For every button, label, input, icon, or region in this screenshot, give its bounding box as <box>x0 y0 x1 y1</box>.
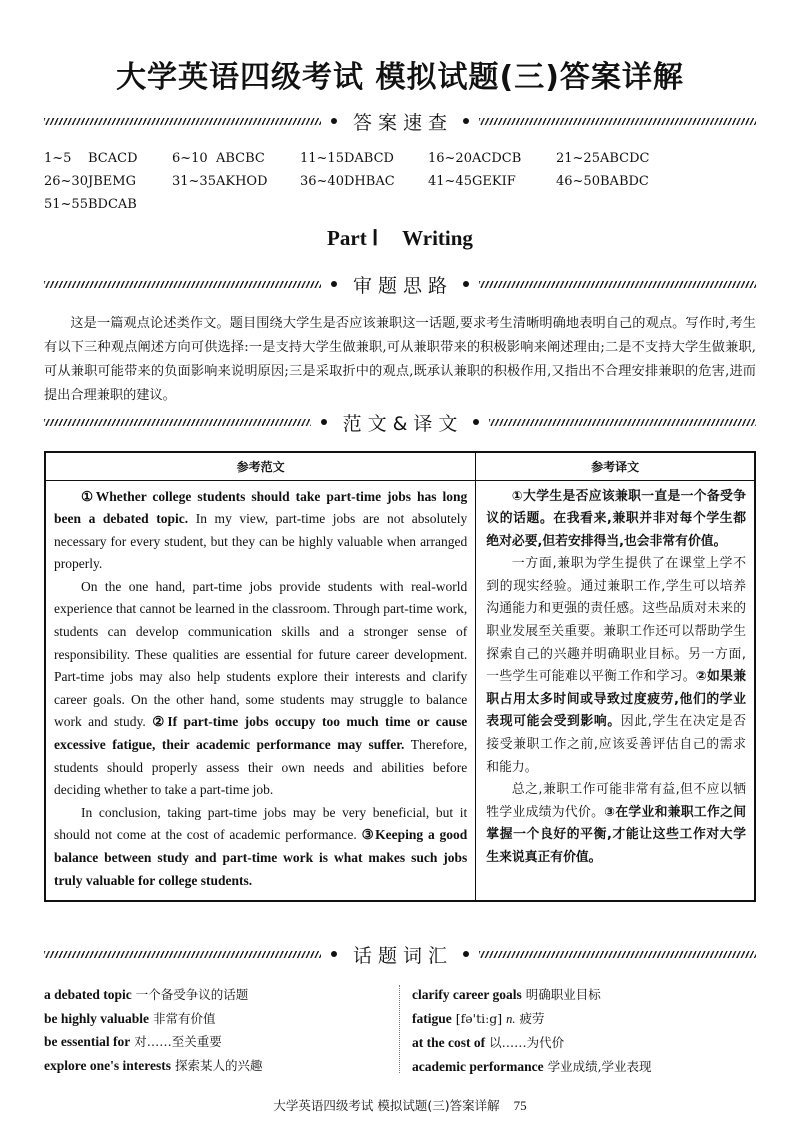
vocab-item: clarify career goals 明确职业目标 <box>412 987 601 1002</box>
answer-group: 36~40DHBAC <box>300 174 395 189</box>
hatch-rule <box>44 951 321 958</box>
answer-row <box>44 194 756 217</box>
essay-table <box>44 451 756 902</box>
essay-paragraph: On the one hand, part-time jobs provide students with real-world experience that cannot be learned in the classroom. Through part-time work, students can develop communication skills and a stronger sense of responsibility. These qualities are essential for future career development. Part-time jobs may also help students explore their interests and clarify career goals. On the other hand, some students may struggle to balance work and study. ②If part-time jobs occupy too much time or cause excessive fatigue, their academic performance may suffer. Therefore, students should properly assess their own needs and abilities before deciding whether to take a part-time job. <box>54 578 468 798</box>
hatch-rule <box>479 118 756 125</box>
section-header-essay <box>44 409 756 435</box>
page-title: 大学英语四级考试 模拟试题(三)答案详解 <box>116 60 684 95</box>
translation <box>476 480 755 901</box>
vocab-item: be highly valuable 非常有价值 <box>44 1010 216 1026</box>
vocab-item: a debated topic 一个备受争议的话题 <box>44 987 249 1002</box>
part-name: Writing <box>402 226 473 250</box>
section-title: 答案速查 <box>353 111 454 134</box>
answer-group: 11~15DABCD <box>300 151 394 166</box>
section-title: 审题思路 <box>353 274 454 297</box>
part-heading <box>0 226 800 251</box>
vocab-list-left <box>44 983 262 1077</box>
answer-group: 46~50BABDC <box>556 174 649 189</box>
bullet-dot <box>331 281 337 287</box>
essay-paragraph: ①Whether college students should take part-time jobs has long been a debated topic. In my view, part-time jobs are not absolutely necessary for every student, but they can be highly valuable when arranged properly. <box>54 488 468 572</box>
translation-paragraph: 总之,兼职工作可能非常有益,但不应以牺牲学业成绩为代价。③在学业和兼职工作之间掌握一个良好的平衡,才能让这些工作对大学生来说真正有价值。 <box>486 782 747 865</box>
bullet-dot <box>473 419 479 425</box>
section-header-answers <box>44 108 756 134</box>
page-footer <box>0 1096 800 1114</box>
hatch-rule <box>44 118 321 125</box>
hatch-rule <box>44 419 311 426</box>
answer-group: 21~25ABCDC <box>556 151 650 166</box>
vocab-item: be essential for 对……至关重要 <box>44 1034 222 1049</box>
answer-row <box>44 148 756 171</box>
section-header-approach <box>44 271 756 297</box>
bullet-dot <box>463 281 469 287</box>
translation-paragraph: 一方面,兼职为学生提供了在课堂上学不到的现实经验。通过兼职工作,学生可以培养沟通能力和更强的责任感。这些品质对未来的职业发展至关重要。兼职工作还可以帮助学生探索自己的兴趣并明确职业目标。另一方面,一些学生可能难以平衡工作和学习。②如果兼职占用太多时间或导致过度疲劳,他们的学业表现可能会受到影响。因此,学生在决定是否接受兼职工作之前,应该妥善评估自己的需求和能力。 <box>486 556 747 775</box>
section-title: 话题词汇 <box>353 944 454 967</box>
answer-key <box>44 148 756 217</box>
section-title: 范文&译文 <box>342 412 464 435</box>
vocab-item: fatigue [fə'tiːg] n. 疲劳 <box>412 1010 545 1026</box>
hatch-rule <box>479 281 756 288</box>
answer-group: 41~45GEKIF <box>428 174 516 189</box>
section-header-vocab <box>44 941 756 967</box>
vocab-list-right <box>412 983 652 1078</box>
bullet-dot <box>321 419 327 425</box>
table-header-row <box>45 452 755 480</box>
hatch-rule <box>44 281 321 288</box>
hatch-rule <box>479 951 756 958</box>
column-header-essay: 参考范文 <box>45 452 476 480</box>
essay-paragraph: In conclusion, taking part-time jobs may be very beneficial, but it should not come at the cost of academic performance. ③Keeping a good balance between study and part-time work is what makes such jobs truly valuable for college students. <box>54 804 468 888</box>
answer-group: 26~30JBEMG <box>44 174 136 189</box>
answer-group: 16~20ACDCB <box>428 151 522 166</box>
answer-group: 1~5 BCACD <box>44 151 138 166</box>
vocab-item: academic performance 学业成绩,学业表现 <box>412 1058 652 1074</box>
bullet-dot <box>463 951 469 957</box>
answer-group: 6~10 ABCBC <box>172 151 265 166</box>
bullet-dot <box>331 118 337 124</box>
column-header-translation: 参考译文 <box>476 452 755 480</box>
answer-group: 31~35AKHOD <box>172 174 268 189</box>
sample-essay <box>45 480 476 901</box>
bullet-dot <box>463 118 469 124</box>
column-divider <box>399 985 400 1073</box>
vocab-item: at the cost of 以……为代价 <box>412 1035 565 1050</box>
footer-title: 大学英语四级考试 模拟试题(三)答案详解 <box>273 1098 500 1113</box>
hatch-rule <box>489 419 756 426</box>
table-row <box>45 480 755 901</box>
approach-paragraph: 这是一篇观点论述类作文。题目围绕大学生是否应该兼职这一话题,要求考生清晰明确地表明自己的观点。写作时,考生有以下三种观点阐述方向可供选择:一是支持大学生做兼职,可从兼职带来的积极影响来阐述理由;二是不支持大学生做兼职,可从兼职可能带来的负面影响来说明原因;三是采取折中的观点,既承认兼职的积极作用,又指出不合理安排兼职的危害,进而提出合理兼职的建议。 <box>44 316 756 403</box>
vocab-item: explore one's interests 探索某人的兴趣 <box>44 1057 263 1073</box>
answer-group: 51~55BDCAB <box>44 197 137 212</box>
page-number: 75 <box>513 1098 527 1113</box>
part-number: Part Ⅰ <box>327 226 379 250</box>
bullet-dot <box>331 951 337 957</box>
translation-paragraph: ①大学生是否应该兼职一直是一个备受争议的话题。在我看来,兼职并非对每个学生都绝对必要,但若安排得当,也会非常有价值。 <box>486 488 746 549</box>
answer-row <box>44 171 756 194</box>
